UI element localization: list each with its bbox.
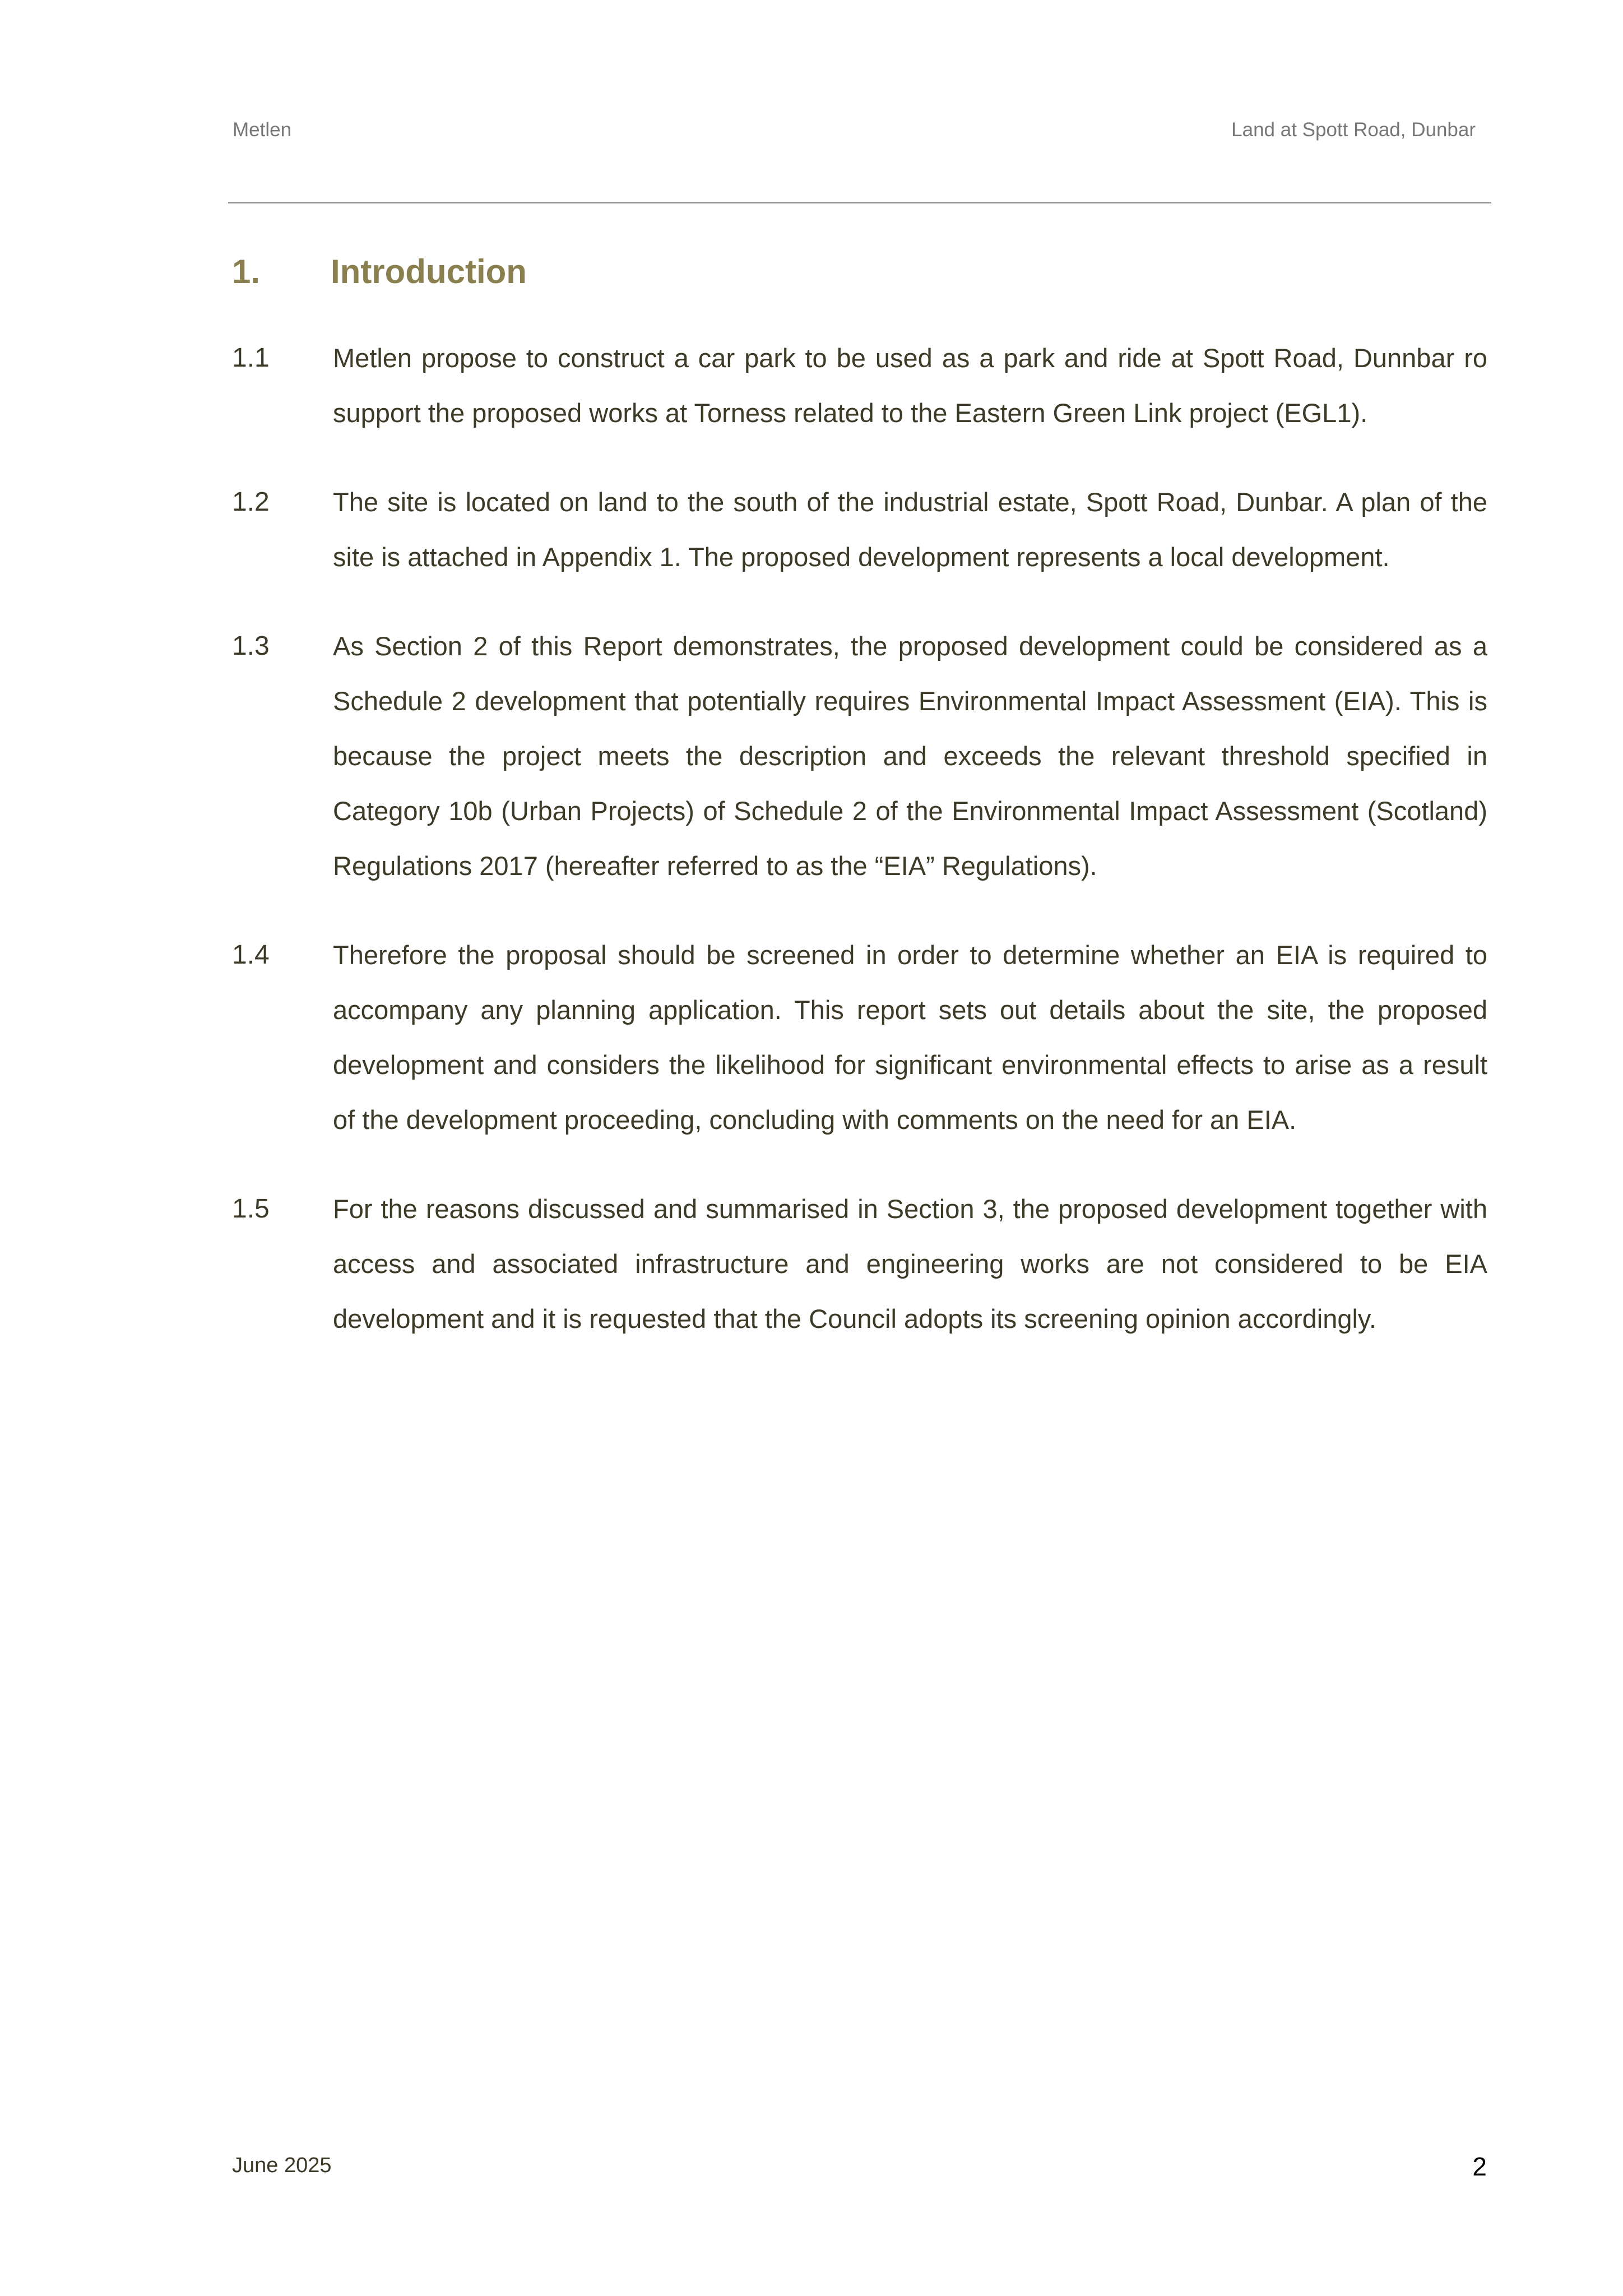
section-title: Introduction	[331, 253, 527, 290]
section-heading	[232, 249, 1487, 294]
paragraph-text: Metlen propose to construct a car park to be used as a park and ride at Spott Road, Dunnbar ro support the proposed works at Torness related to the Eastern Green Link project (EGL1).	[333, 343, 1487, 428]
page-number: 2	[1472, 2152, 1487, 2181]
paragraph	[232, 475, 1487, 585]
paragraph-number: 1.1	[232, 343, 270, 373]
paragraph-number: 1.5	[232, 1194, 270, 1224]
footer-date: June 2025	[232, 2154, 332, 2177]
paragraph	[232, 928, 1487, 1147]
paragraph	[232, 1182, 1487, 1346]
paragraph-text: For the reasons discussed and summarised in Section 3, the proposed development together with access and associated infrastructure and engineering works are not considered to be EIA development and it is requested that the Council adopts its screening opinion accordingly.	[333, 1194, 1487, 1334]
paragraph-number: 1.3	[232, 631, 270, 661]
paragraph-list	[232, 331, 1487, 1381]
paragraph-text: As Section 2 of this Report demonstrates, the proposed development could be considered as a Schedule 2 development that potentially requires Environmental Impact Assessment (EIA). This is because the project meets the description and exceeds the relevant threshold specified in Category 10b (Urban Projects) of Schedule 2 of the Environmental Impact Assessment (Scotland) Regulations 2017 (hereafter referred to as the “EIA” Regulations).	[333, 631, 1487, 881]
paragraph-text: The site is located on land to the south of the industrial estate, Spott Road, Dunbar. A plan of the site is attached in Appendix 1. The proposed development represents a local development.	[333, 487, 1487, 572]
header-divider	[228, 202, 1491, 203]
section-number: 1.	[232, 253, 261, 290]
paragraph-number: 1.4	[232, 940, 270, 970]
paragraph	[232, 619, 1487, 894]
header-company: Metlen	[233, 119, 292, 141]
header-document-title: Land at Spott Road, Dunbar	[1231, 119, 1476, 141]
paragraph	[232, 331, 1487, 441]
paragraph-text: Therefore the proposal should be screened in order to determine whether an EIA is required to accompany any planning application. This report sets out details about the site, the proposed development and considers the likelihood for significant environmental effects to arise as a result of the development proceeding, concluding with comments on the need for an EIA.	[333, 940, 1487, 1135]
paragraph-number: 1.2	[232, 487, 270, 517]
